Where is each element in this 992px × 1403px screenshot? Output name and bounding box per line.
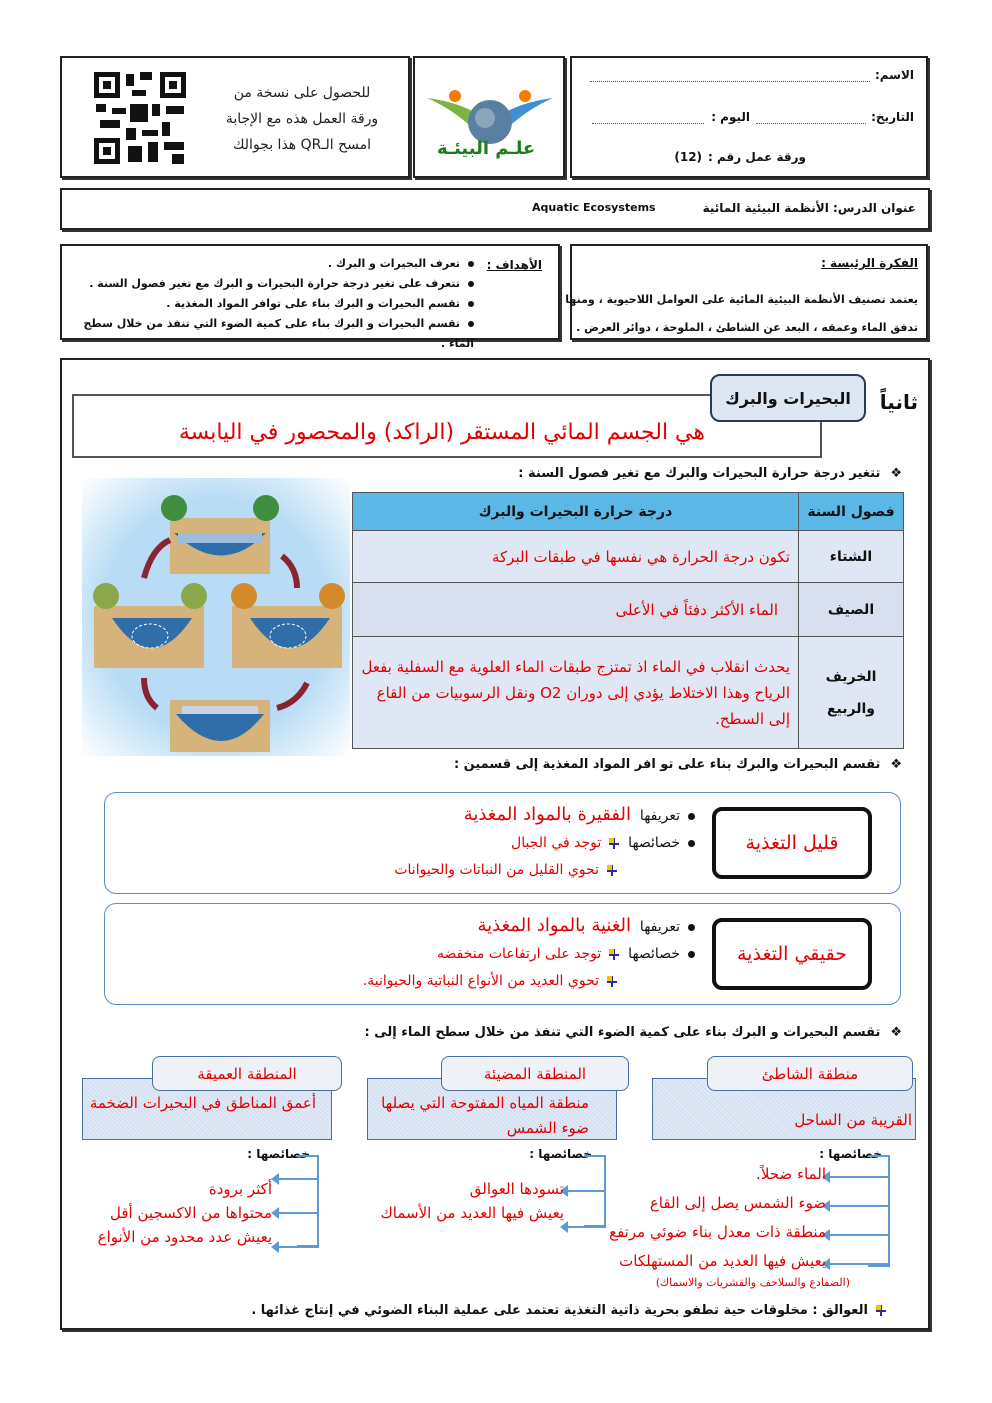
name-label: الاسم: <box>874 68 914 82</box>
name-field[interactable] <box>590 72 870 82</box>
eutrophic-card <box>104 903 901 1005</box>
arrow-icon <box>277 1246 319 1248</box>
arrow-icon <box>277 1178 319 1180</box>
lesson-title-en: Aquatic Ecosystems <box>532 201 656 214</box>
property-item: توجد في الجبال <box>511 835 602 851</box>
profundal-zone-desc: أعمق المناطق في البحيرات الضخمة <box>89 1094 316 1112</box>
profundal-prop: أكثر برودة <box>208 1180 272 1198</box>
littoral-zone-desc: القريبة من الساحل <box>794 1111 912 1129</box>
definition-value: الغنية بالمواد المغذية <box>477 915 632 936</box>
limnetic-zone-desc: منطقة المياه المفتوحة التي يصلها ضوء الشمس <box>381 1094 589 1137</box>
plus-bullet-icon <box>609 838 619 849</box>
date-label: التاريخ: <box>871 110 914 124</box>
temp-cell: الماء الأكثر دفئاً في الأعلى <box>353 583 799 637</box>
properties-label: خصائصها <box>628 835 680 851</box>
col-season-header: فصول السنة <box>799 493 904 531</box>
table-row <box>353 637 904 749</box>
main-idea-box <box>565 244 928 340</box>
profundal-prop: محتواها من الاكسجين أقل <box>110 1204 272 1222</box>
worksheet-number <box>674 150 806 164</box>
temp-cell: تكون درجة الحرارة هي نفسها في طبقات البركة <box>353 531 799 583</box>
littoral-bracket <box>868 1155 890 1267</box>
qr-text-line3: امسح الـQR هذا بجوالك <box>232 137 372 153</box>
section-number: ثانياً <box>879 390 918 414</box>
col-temp-header: درجة حرارة البحيرات والبرك <box>353 493 799 531</box>
definition-label: تعريفها <box>639 919 680 935</box>
littoral-zone-title: منطقة الشاطئ <box>707 1056 913 1091</box>
light-intro: ❖تقسم البحيرات و البرك بناء على كمية الضوء التي تنفذ من خلال سطح الماء إلى : <box>364 1025 902 1040</box>
littoral-props-title: خصائصها : <box>819 1147 882 1161</box>
oligotrophic-label: قليل التغذية <box>712 807 872 879</box>
property-item: تحوي العديد من الأنواع النباتية والحيوانية. <box>362 973 599 989</box>
lesson-title: عنوان الدرس: الأنظمة البيئية المائية <box>702 201 916 215</box>
littoral-prop: منطقة ذات معدل بناء ضوئي مرتفع <box>609 1223 826 1241</box>
date-field[interactable] <box>756 114 866 124</box>
property-item: توجد على ارتفاعات منخفضه <box>436 946 602 962</box>
limnetic-props-title: خصائصها : <box>529 1147 592 1161</box>
goal-item: تتعرف على تغير درجة حرارة البحيرات و البرك مع تغير فصول السنة . <box>62 274 474 294</box>
plankton-definition: العوالق : مخلوقات حية تطفو بحرية ذاتية التغذية تعتمد على عملية البناء الضوئي في إنتاج غذائها . <box>251 1303 886 1318</box>
profundal-bracket <box>297 1155 319 1247</box>
qr-code-icon[interactable] <box>92 70 188 166</box>
main-idea-line2: تدفق الماء وعمقه ، البعد عن الشاطئ ، الملوحة ، دوائر العرض . <box>576 321 918 334</box>
profundal-prop: يعيش عدد محدود من الأنواع <box>97 1228 272 1246</box>
day-label: اليوم : <box>711 110 750 124</box>
profundal-zone-title: المنطقة العميقة <box>152 1056 342 1091</box>
goals-heading: الأهداف : <box>486 258 542 272</box>
lake-turnover-diagram <box>82 478 350 756</box>
littoral-prop: يعيش فيها العديد من المستهلكات <box>619 1252 826 1270</box>
goal-item: تعرف البحيرات و البرك . <box>62 254 474 274</box>
main-idea-text <box>565 286 918 342</box>
goals-box <box>60 244 560 350</box>
littoral-prop: ضوء الشمس يصل إلى القاع <box>649 1194 826 1212</box>
oligotrophic-details <box>394 801 695 884</box>
property-item: تحوي القليل من النباتات والحيوانات <box>394 862 599 878</box>
qr-text-line2: ورقة العمل هذه مع الإجابة <box>225 111 379 127</box>
student-info-box <box>570 56 928 178</box>
littoral-prop: الماء ضحلاً. <box>756 1165 826 1183</box>
main-idea-line1: يعتمد تصنيف الأنظمة البيئية المائية على العوامل اللاحيوية ، ومنها <box>565 293 918 306</box>
day-field[interactable] <box>592 114 704 124</box>
main-idea-heading: الفكرة الرئيسة : <box>821 256 918 270</box>
eutrophic-details <box>363 912 695 995</box>
seasonal-turnover-illustration-icon <box>82 478 350 756</box>
season-cell: الخريف والربيع <box>799 637 904 749</box>
temperature-table <box>352 492 904 749</box>
season-cell: الشتاء <box>799 531 904 583</box>
table-row <box>353 583 904 637</box>
table-row <box>353 531 904 583</box>
worksheet-number-value: (12) <box>674 150 703 164</box>
plus-bullet-icon <box>876 1305 886 1316</box>
arrow-icon <box>828 1234 890 1236</box>
section-title: البحيرات والبرك <box>710 374 866 422</box>
goal-item: تقسم البحيرات و البرك بناء على كمية الضوء التي تنفذ من خلال سطح الماء . <box>83 317 474 350</box>
worksheet-label: ورقة عمل رقم : <box>708 150 806 164</box>
oligotrophic-card <box>104 792 901 894</box>
plus-bullet-icon <box>607 865 617 876</box>
limnetic-prop: تسودها العوالق <box>469 1180 564 1198</box>
qr-box <box>60 56 410 178</box>
arrow-icon <box>828 1205 890 1207</box>
nutrients-intro: ❖تقسم البحيرات والبرك بناء على تو افر المواد المغذية إلى قسمين : <box>453 757 902 772</box>
logo-text: علـم البيئـة <box>437 138 536 159</box>
bullet-diamond-icon: ❖ <box>890 466 902 481</box>
lakes-definition: هي الجسم المائي المستقر (الراكد) والمحصور في اليابسة <box>178 420 705 445</box>
qr-instructions <box>212 80 392 158</box>
arrow-icon <box>828 1176 890 1178</box>
eutrophic-label: حقيقي التغذية <box>712 918 872 990</box>
arrow-icon <box>566 1190 606 1192</box>
definition-value: الفقيرة بالمواد المغذية <box>463 804 632 825</box>
bullet-diamond-icon: ❖ <box>890 757 902 772</box>
temperature-intro: ❖تتغير درجة حرارة البحيرات والبرك مع تغير فصول السنة : <box>518 466 902 481</box>
qr-text-line1: للحصول على نسخة من <box>233 85 371 101</box>
limnetic-zone-title: المنطقة المضيئة <box>441 1056 629 1091</box>
bullet-diamond-icon: ❖ <box>890 1025 902 1040</box>
profundal-props-title: خصائصها : <box>247 1147 310 1161</box>
temp-cell: يحدث انقلاب في الماء اذ تمتزج طبقات الماء العلوية مع السفلية بفعل الرياح وهذا الاختلاط يؤدي إلى دوران O2 ونقل الرسوبيات من القاع إلى السطح. <box>353 637 799 749</box>
arrow-icon <box>566 1226 606 1228</box>
plus-bullet-icon <box>607 976 617 987</box>
logo-box <box>413 56 565 178</box>
plus-bullet-icon <box>609 949 619 960</box>
lesson-title-bar <box>60 188 930 230</box>
definition-label: تعريفها <box>639 808 680 824</box>
season-cell: الصيف <box>799 583 904 637</box>
properties-label: خصائصها <box>628 946 680 962</box>
littoral-note: (الضفادع والسلاحف والقشريات والاسماك) <box>655 1276 850 1289</box>
arrow-icon <box>828 1263 890 1265</box>
goals-list <box>62 254 474 354</box>
goal-item: تقسم البحيرات و البرك بناء على توافر المواد المغذية . <box>62 294 474 314</box>
arrow-icon <box>277 1212 319 1214</box>
limnetic-prop: يعيش فيها العديد من الأسماك <box>380 1204 564 1222</box>
